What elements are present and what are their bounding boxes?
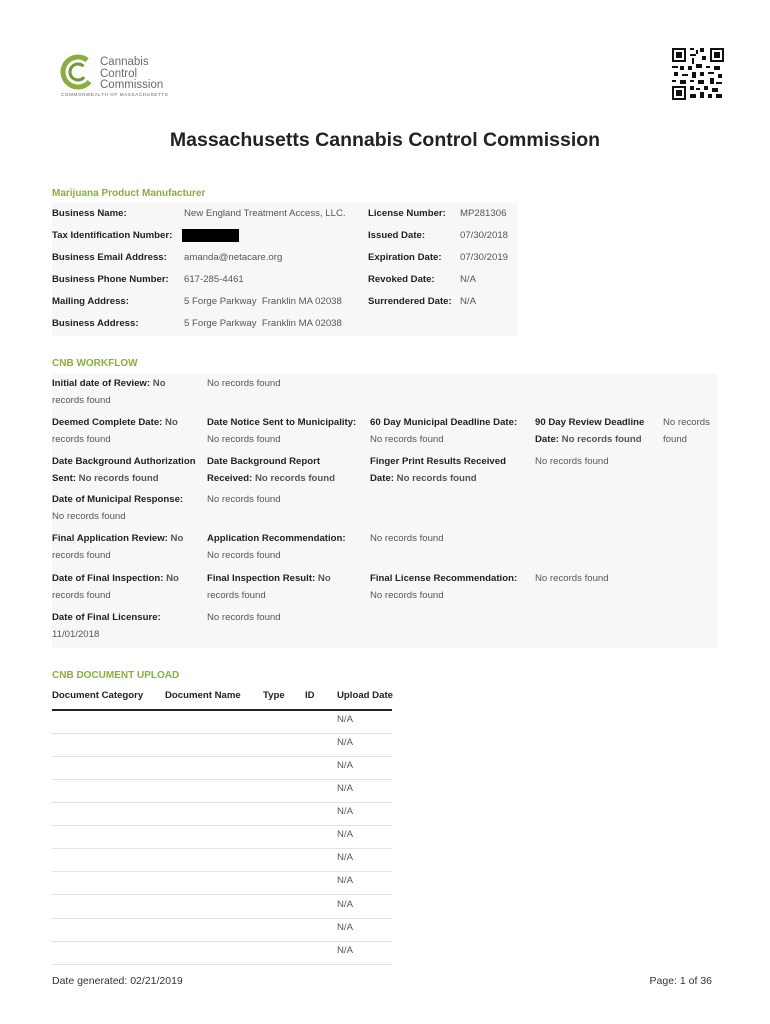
- app-recommendation-value: No records found: [207, 550, 281, 561]
- expiration-date-value: 07/30/2019: [460, 252, 509, 263]
- mailing-address-label: Mailing Address:: [52, 296, 129, 307]
- review-deadline-col5-a: No records: [663, 417, 710, 428]
- row-divider: [52, 964, 392, 965]
- table-row: N/A: [337, 737, 353, 748]
- table-row: N/A: [337, 829, 353, 840]
- license-number-label: License Number:: [368, 208, 446, 219]
- email-label: Business Email Address:: [52, 252, 167, 263]
- municipal-response-label: Date of Municipal Response:: [52, 494, 184, 505]
- col-header-document-name: Document Name: [165, 690, 241, 701]
- phone-value: 617-285-4461: [184, 274, 244, 285]
- date-generated: Date generated: 02/21/2019: [52, 975, 183, 987]
- review-deadline-label-cont: Date:: [535, 434, 559, 445]
- issued-date-value: 07/30/2018: [460, 230, 509, 241]
- col-header-type: Type: [263, 690, 285, 701]
- phone-label: Business Phone Number:: [52, 274, 169, 285]
- bg-report-label: Date Background Report: [207, 456, 321, 467]
- row-divider: [52, 941, 392, 942]
- row-divider: [52, 871, 392, 872]
- initial-review-value-cont: records found: [52, 395, 111, 406]
- page-title: Massachusetts Cannabis Control Commission: [169, 129, 601, 151]
- fingerprint-label: Finger Print Results Received: [370, 456, 506, 467]
- table-row: N/A: [337, 945, 353, 956]
- final-inspection-label: Date of Final Inspection:: [52, 573, 164, 584]
- notice-municipality-label: Date Notice Sent to Municipality:: [207, 417, 357, 428]
- logo-subtitle: COMMONWEALTH OF MASSACHUSETTS: [61, 92, 169, 97]
- section-heading-documents: CNB DOCUMENT UPLOAD: [52, 670, 180, 681]
- logo-line-3: Commission: [100, 79, 164, 91]
- table-row: N/A: [337, 922, 353, 933]
- final-inspection-result-value: No: [317, 573, 331, 584]
- initial-review-value: No: [152, 378, 166, 389]
- final-review-value-cont: records found: [52, 550, 111, 561]
- table-row: N/A: [337, 899, 353, 910]
- table-row: N/A: [337, 760, 353, 771]
- fingerprint-col4: No records found: [535, 456, 609, 467]
- row-divider: [52, 848, 392, 849]
- col-header-upload-date: Upload Date: [337, 690, 393, 701]
- initial-review-col2: No records found: [207, 378, 281, 389]
- col-header-document-category: Document Category: [52, 690, 144, 701]
- final-inspection-result-value-cont: records found: [207, 590, 266, 601]
- review-deadline-label: 90 Day Review Deadline: [535, 417, 645, 428]
- tax-id-label: Tax Identification Number:: [52, 230, 173, 241]
- municipal-response-value: No records found: [52, 511, 126, 522]
- business-address-label: Business Address:: [52, 318, 139, 329]
- review-deadline-col5-b: found: [663, 434, 688, 445]
- deemed-complete-value-cont: records found: [52, 434, 111, 445]
- final-license-rec-col4: No records found: [535, 573, 609, 584]
- final-licensure-label: Date of Final Licensure:: [52, 612, 161, 623]
- municipal-deadline-value: No records found: [370, 434, 444, 445]
- bg-authorization-label-cont: Sent:: [52, 473, 76, 484]
- section-heading-license: Marijuana Product Manufacturer: [52, 188, 206, 199]
- table-row: N/A: [337, 875, 353, 886]
- final-review-label: Final Application Review:: [52, 533, 168, 544]
- email-value: amanda@netacare.org: [184, 252, 283, 263]
- municipal-response-col2: No records found: [207, 494, 281, 505]
- bg-report-value: No records found: [255, 473, 335, 484]
- app-recommendation-label: Application Recommendation:: [207, 533, 346, 544]
- final-licensure-value: 11/01/2018: [52, 629, 100, 640]
- expiration-date-label: Expiration Date:: [368, 252, 442, 263]
- final-license-rec-label: Final License Recommendation:: [370, 573, 518, 584]
- municipal-deadline-label: 60 Day Municipal Deadline Date:: [370, 417, 518, 428]
- bg-authorization-label: Date Background Authorization: [52, 456, 196, 467]
- issued-date-label: Issued Date:: [368, 230, 426, 241]
- final-inspection-value: No: [166, 573, 179, 584]
- row-divider: [52, 733, 392, 734]
- row-divider: [52, 825, 392, 826]
- business-name-value: New England Treatment Access, LLC.: [184, 208, 346, 219]
- fingerprint-value: No records found: [396, 473, 477, 484]
- deemed-complete-label: Deemed Complete Date:: [52, 417, 163, 428]
- app-recommendation-col3: No records found: [370, 533, 444, 544]
- table-row: N/A: [337, 852, 353, 863]
- business-address-value: 5 Forge Parkway Franklin MA 02038: [184, 318, 342, 329]
- review-deadline-value: No records found: [561, 434, 642, 445]
- notice-municipality-value: No records found: [207, 434, 281, 445]
- business-name-label: Business Name:: [52, 208, 127, 219]
- final-inspection-value-cont: records found: [52, 590, 111, 601]
- table-row: N/A: [337, 783, 353, 794]
- table-row: N/A: [337, 806, 353, 817]
- mailing-address-value: 5 Forge Parkway Franklin MA 02038: [184, 296, 342, 307]
- revoked-date-label: Revoked Date:: [368, 274, 435, 285]
- final-licensure-col2: No records found: [207, 612, 281, 623]
- row-divider: [52, 802, 392, 803]
- row-divider: [52, 756, 392, 757]
- logo-line-2: Control: [100, 67, 138, 80]
- surrendered-date-value: N/A: [460, 296, 476, 307]
- surrendered-date-label: Surrendered Date:: [368, 296, 452, 307]
- col-header-id: ID: [305, 690, 315, 701]
- license-number-value: MP281306: [460, 208, 507, 219]
- final-inspection-result-label: Final Inspection Result:: [207, 573, 316, 584]
- page-number: Page: 1 of 36: [649, 975, 712, 987]
- row-divider: [52, 918, 392, 919]
- deemed-complete-value: No: [165, 417, 178, 428]
- final-license-rec-value: No records found: [370, 590, 444, 601]
- section-heading-workflow: CNB WORKFLOW: [52, 358, 138, 369]
- row-divider: [52, 779, 392, 780]
- final-review-value: No: [170, 533, 184, 544]
- logo-line-1: Cannabis: [100, 56, 149, 68]
- row-divider: [52, 894, 392, 895]
- fingerprint-label-cont: Date:: [370, 473, 394, 484]
- bg-authorization-value: No records found: [78, 473, 159, 484]
- bg-report-label-cont: Received:: [207, 473, 253, 484]
- revoked-date-value: N/A: [460, 274, 476, 285]
- table-row: N/A: [337, 714, 353, 725]
- initial-review-label: Initial date of Review:: [52, 378, 151, 389]
